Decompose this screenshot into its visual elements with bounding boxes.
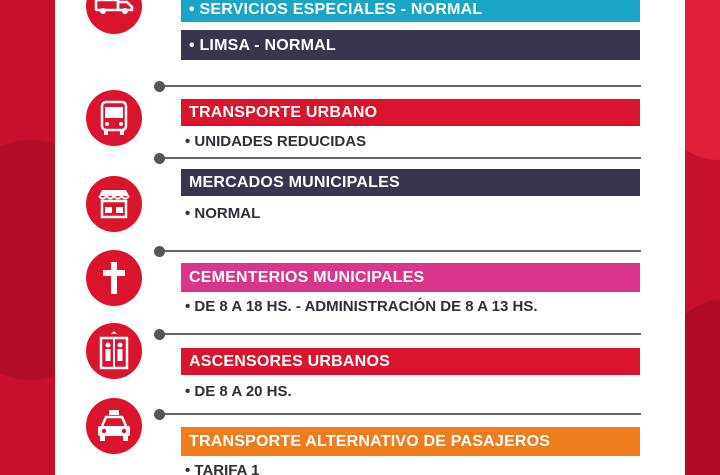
- cross-icon: [86, 250, 142, 306]
- separator-dot: [154, 153, 165, 164]
- separator-line: [158, 250, 641, 252]
- bar-transporte-alternativo: TRANSPORTE ALTERNATIVO DE PASAJEROS: [181, 427, 640, 456]
- truck-icon: [86, 0, 142, 34]
- bar-servicios-especiales: • SERVICIOS ESPECIALES - NORMAL: [181, 0, 640, 22]
- detail-ascensores-urbanos: • DE 8 A 20 HS.: [185, 383, 292, 400]
- separator-line: [158, 157, 641, 159]
- detail-cementerios-municipales: • DE 8 A 18 HS. - ADMINISTRACIÓN DE 8 A 13 HS.: [185, 298, 538, 315]
- taxi-icon: [86, 398, 142, 454]
- separator-line: [158, 333, 641, 335]
- bar-cementerios-municipales: CEMENTERIOS MUNICIPALES: [181, 263, 640, 292]
- elevator-icon: [86, 323, 142, 379]
- bar-mercados-municipales: MERCADOS MUNICIPALES: [181, 169, 640, 196]
- separator-dot: [154, 81, 165, 92]
- separator-dot: [154, 329, 165, 340]
- detail-transporte-alternativo: • TARIFA 1: [185, 462, 260, 475]
- detail-mercados-municipales: • NORMAL: [185, 205, 261, 222]
- bar-transporte-urbano: TRANSPORTE URBANO: [181, 99, 640, 126]
- separator-line: [158, 413, 641, 415]
- bus-icon: [86, 90, 142, 146]
- separator-dot: [154, 246, 165, 257]
- detail-transporte-urbano: • UNIDADES REDUCIDAS: [185, 133, 367, 150]
- separator-line: [158, 85, 641, 87]
- market-stall-icon: [86, 176, 142, 232]
- info-panel: [55, 0, 685, 475]
- separator-dot: [154, 409, 165, 420]
- bar-ascensores-urbanos: ASCENSORES URBANOS: [181, 348, 640, 375]
- bar-limsa: • LIMSA - NORMAL: [181, 30, 640, 60]
